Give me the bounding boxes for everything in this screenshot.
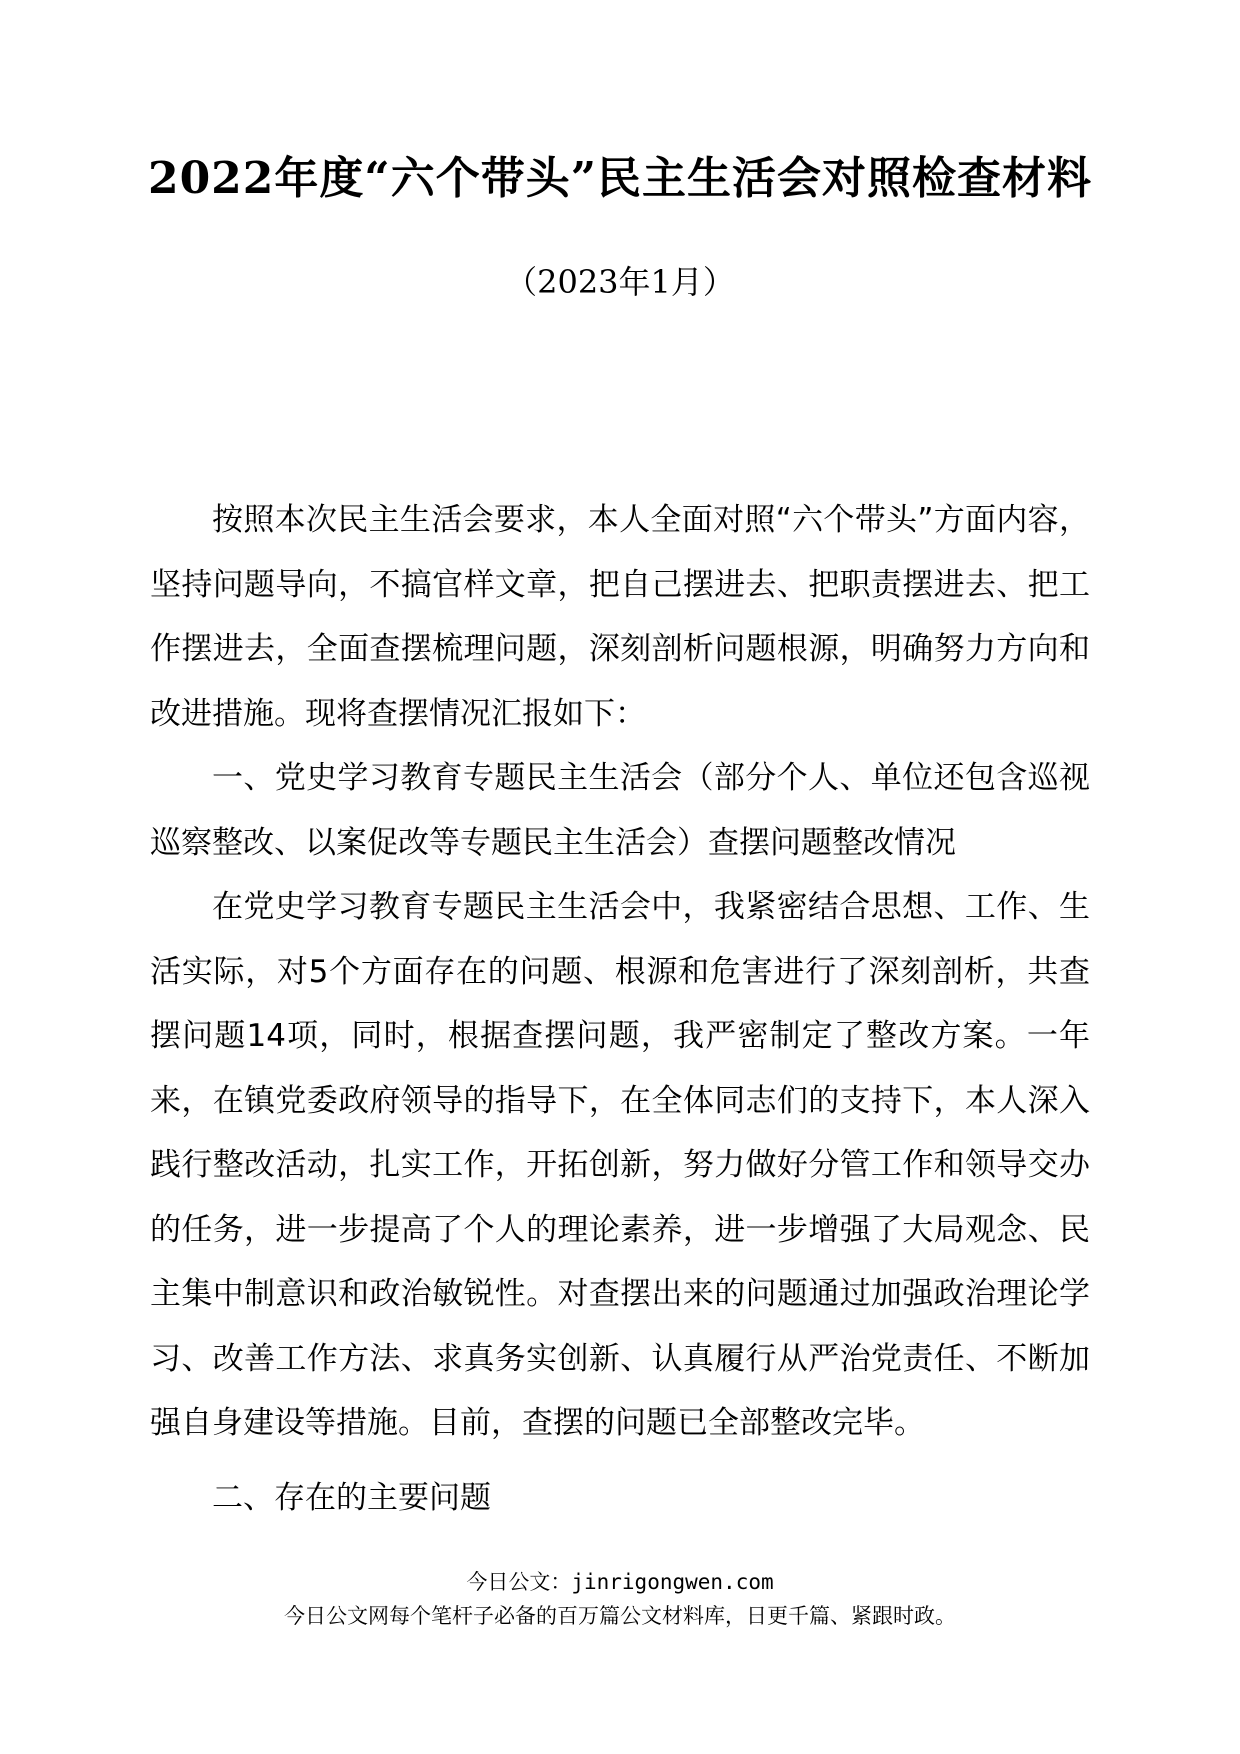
- footer-site-link[interactable]: jinrigongwen.com: [571, 1570, 774, 1594]
- footer-site-label: 今日公文：: [466, 1570, 572, 1594]
- section-heading-2: 二、存在的主要问题: [212, 1479, 491, 1516]
- paragraph-intro: 按照本次民主生活会要求，本人全面对照“六个带头”方面内容，坚持问题导向，不搞官样文章，把自己摆进去、把职责摆进去、把工作摆进去，全面查摆梳理问题，深刻剖析问题根源，明确努力方向和改进措施。现将查摆情况汇报如下：: [150, 502, 1090, 732]
- paragraph-section-1: 在党史学习教育专题民主生活会中，我紧密结合思想、工作、生活实际，对5个方面存在的问题、根源和危害进行了深刻剖析，共查摆问题14项，同时，根据查摆问题，我严密制定了整改方案。一年来，在镇党委政府领导的指导下，在全体同志们的支持下，本人深入践行整改活动，扎实工作，开拓创新，努力做好分管工作和领导交办的任务，进一步提高了个人的理论素养，进一步增强了大局观念、民主集中制意识和政治敏锐性。对查摆出来的问题通过加强政治理论学习、改善工作方法、求真务实创新、认真履行从严治党责任、不断加强自身建设等措施。目前，查摆的问题已全部整改完毕。: [150, 889, 1090, 1441]
- document-title: 2022年度“六个带头”民主生活会对照检查材料: [147, 153, 1093, 204]
- footer-site-line: [140, 1568, 1100, 1596]
- document-body: [150, 488, 1090, 1530]
- document-date: （2023年1月）: [505, 263, 735, 301]
- footer-tagline: 今日公文网每个笔杆子必备的百万篇公文材料库，日更千篇、紧跟时政。: [284, 1604, 956, 1628]
- section-heading-1: 一、党史学习教育专题民主生活会（部分个人、单位还包含巡视巡察整改、以案促改等专题民主生活会）查摆问题整改情况: [150, 760, 1090, 861]
